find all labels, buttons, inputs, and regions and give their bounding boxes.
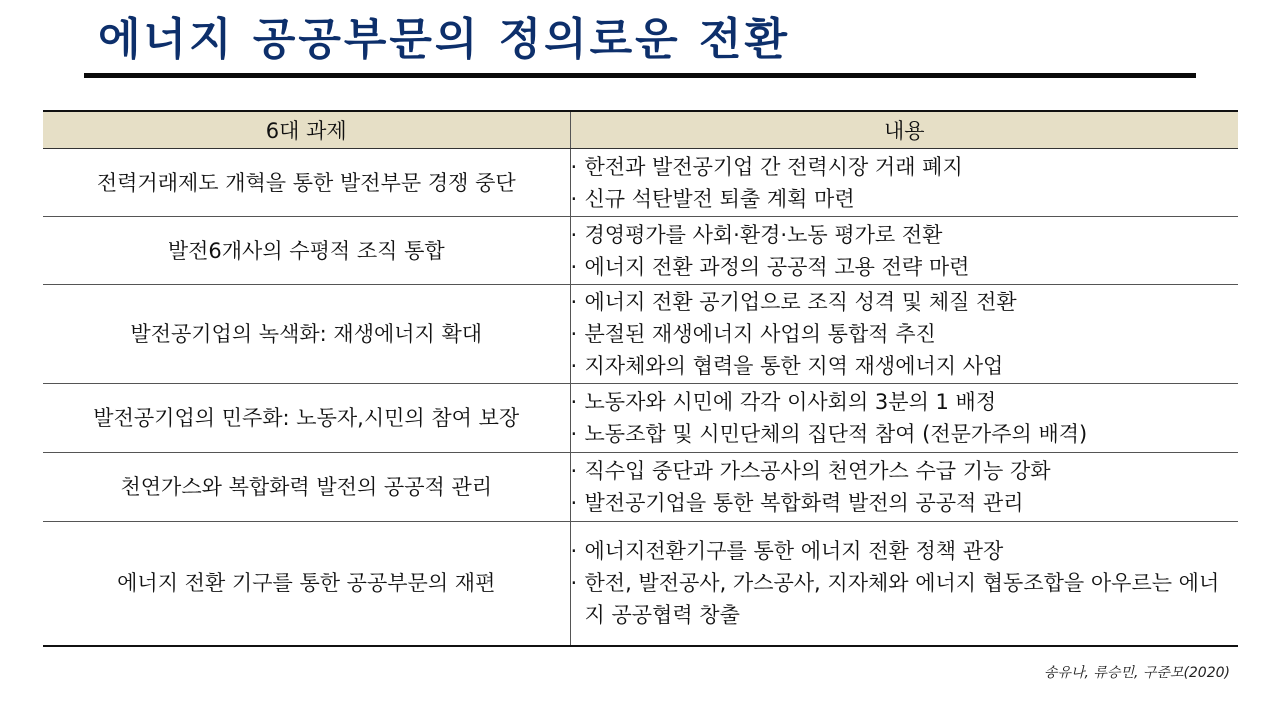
list-item-text: 에너지 전환 과정의 공공적 고용 전략 마련 (584, 254, 970, 279)
bullet: · (570, 539, 578, 564)
content-cell (570, 384, 1238, 453)
content-cell (570, 217, 1238, 285)
list-item (571, 151, 1239, 183)
content-cell (570, 149, 1238, 217)
task-cell: 에너지 전환 기구를 통한 공공부문의 재편 (117, 571, 496, 596)
table-row (43, 217, 1238, 285)
table-row (43, 522, 1238, 646)
bullet: · (570, 422, 578, 446)
task-cell: 발전공기업의 민주화: 노동자,시민의 참여 보장 (43, 384, 570, 453)
bullet: · (570, 390, 578, 414)
content-cell (570, 522, 1238, 646)
bullet: · (570, 290, 578, 314)
bullet: · (570, 571, 578, 596)
list-item (571, 418, 1239, 450)
task-cell: 발전공기업의 녹색화: 재생에너지 확대 (43, 285, 570, 384)
title-underline (84, 73, 1196, 78)
list-item-text: 분절된 재생에너지 사업의 통합적 추진 (584, 322, 936, 346)
tasks-table (43, 110, 1238, 647)
list-item-text: 지자체와의 협력을 통한 지역 재생에너지 사업 (584, 354, 1004, 378)
bullet: · (570, 459, 578, 483)
list-item (571, 567, 1239, 631)
bullet: · (570, 254, 578, 279)
bullet: · (570, 354, 578, 378)
list-item-text: 발전공기업을 통한 복합화력 발전의 공공적 관리 (584, 491, 1024, 515)
list-item-text: 에너지전환기구를 통한 에너지 전환 정책 관장 (584, 539, 1004, 564)
table-row (43, 384, 1238, 453)
list-item-text: 한전, 발전공사, 가스공사, 지자체와 에너지 협동조합을 아우르는 에너지 공공협력 창출 (584, 571, 1220, 628)
list-item (571, 251, 1239, 283)
bullet: · (570, 154, 578, 179)
list-item-text: 직수입 중단과 가스공사의 천연가스 수급 기능 강화 (584, 459, 1051, 483)
list-item (571, 487, 1239, 519)
header-task: 6대 과제 (43, 111, 570, 149)
table-row (43, 285, 1238, 384)
bullet: · (570, 222, 578, 247)
bullet: · (570, 322, 578, 346)
task-cell: 전력거래제도 개혁을 통한 발전부문 경쟁 중단 (43, 149, 570, 217)
list-item-text: 노동자와 시민에 각각 이사회의 3분의 1 배정 (584, 390, 997, 414)
list-item-text: 에너지 전환 공기업으로 조직 성격 및 체질 전환 (584, 290, 1017, 314)
list-item-text: 경영평가를 사회·환경·노동 평가로 전환 (584, 222, 943, 247)
table-header-row (43, 111, 1238, 149)
content-cell (570, 285, 1238, 384)
source-citation: 송유나, 류승민, 구준모(2020) (1043, 665, 1230, 681)
bullet: · (570, 186, 578, 211)
list-item (571, 455, 1239, 487)
content-cell (570, 453, 1238, 522)
table-row (43, 453, 1238, 522)
task-cell: 발전6개사의 수평적 조직 통합 (43, 217, 570, 285)
list-item (571, 219, 1239, 251)
list-item (571, 183, 1239, 215)
list-item (571, 318, 1239, 350)
table-row (43, 149, 1238, 217)
list-item-text: 노동조합 및 시민단체의 집단적 참여 (전문가주의 배격) (584, 422, 1088, 446)
list-item (571, 350, 1239, 382)
list-item-text: 신규 석탄발전 퇴출 계획 마련 (584, 186, 855, 211)
page-title: 에너지 공공부문의 정의로운 전환 (98, 14, 791, 65)
list-item (571, 535, 1239, 567)
list-item (571, 286, 1239, 318)
header-content: 내용 (570, 111, 1238, 149)
list-item (571, 386, 1239, 418)
task-cell: 천연가스와 복합화력 발전의 공공적 관리 (43, 453, 570, 522)
list-item-text: 한전과 발전공기업 간 전력시장 거래 폐지 (584, 154, 963, 179)
bullet: · (570, 491, 578, 515)
